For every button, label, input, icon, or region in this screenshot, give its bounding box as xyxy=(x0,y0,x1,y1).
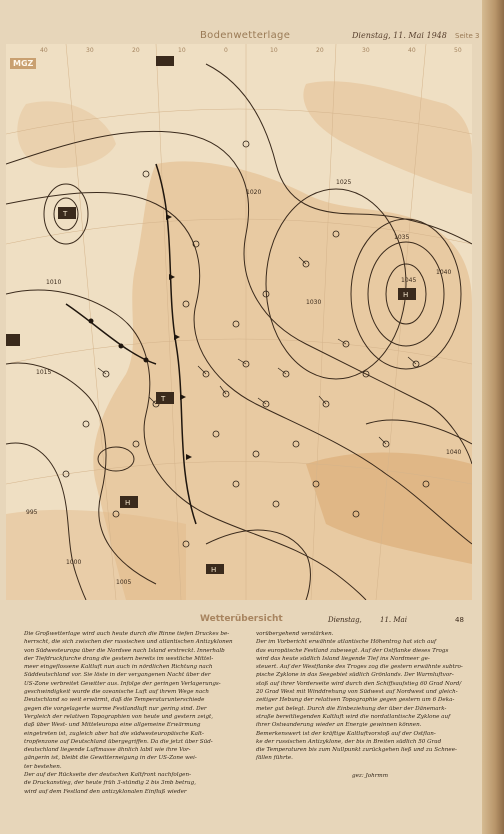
text-line: straße bereitliegenden Kaltluft wird die nordatlantische Zyklone auf xyxy=(256,713,451,720)
weather-summary-date: 11. Mai xyxy=(380,616,407,624)
isobar-label: 1010 xyxy=(46,279,62,286)
isobar-label: 1020 xyxy=(246,189,262,196)
text-line: de Druckanstieg, der heute früh 3-stündig 2 bis 3mb betrug, xyxy=(24,780,197,787)
longitude-label: 30 xyxy=(86,47,94,54)
isobar-label: 1000 xyxy=(66,559,82,566)
header-date: Dienstag, 11. Mai 1948 xyxy=(352,31,447,40)
longitude-label: 40 xyxy=(40,47,48,54)
text-line: vorübergehend verstärken. xyxy=(256,631,334,637)
text-line: wird auf dem Festland den antizyklonalen Einfluß wieder xyxy=(24,788,187,795)
text-line: US-Zone verbreitet Gewitter aus. Infolge der geringen Verlagerungs- xyxy=(24,680,221,687)
text-line: deutschland liegende Luftmasse ähnlich labil wie ihre Vor- xyxy=(24,747,191,754)
pressure-center-label: T xyxy=(63,210,68,218)
text-line: 20 Grad West mit Winddrehung von Südwest auf Nordwest und gleich- xyxy=(256,689,458,696)
text-line: Bemerkenswert ist der kräftige Kaltluftvorstoß auf der Ostflan- xyxy=(256,730,436,737)
text-line: steuert. Auf der Westflanke des Troges zog die gestern erwähnte subtro- xyxy=(256,664,463,671)
weather-summary-day: Dienstag, xyxy=(328,616,362,624)
text-line: Der auf der Rückseite der deutschen Kaltfront nachfolgen- xyxy=(24,772,191,779)
isobar-label: 1040 xyxy=(436,269,452,276)
weather-map xyxy=(6,44,472,600)
text-line: von Südwesteuropa über die Nordsee nach Island erstreckt. Innerhalb xyxy=(24,647,225,654)
longitude-label: 40 xyxy=(408,47,416,54)
isobar-label: 995 xyxy=(26,509,38,516)
pressure-center-label: T xyxy=(161,395,166,403)
page-title: Bodenwetterlage xyxy=(200,30,291,41)
isobar-label: 1015 xyxy=(36,369,52,376)
isobar-label: 1005 xyxy=(116,579,132,586)
text-line: ihrer Ostwanderung wieder an Energie gewinnen können. xyxy=(256,722,422,729)
text-line: pische Zyklone in das Seegebiet südlich Grönlands. Der Warmluftvor- xyxy=(256,672,454,679)
mgz-logo: MGZ xyxy=(10,58,36,69)
text-line: geschwindigkeit wurde die ozeanische Luft auf ihrem Wege nach xyxy=(24,689,209,696)
longitude-label: 10 xyxy=(270,47,278,54)
weather-text-left-column xyxy=(24,630,244,796)
text-line: Deutschland so weit erwärmt, daß die Temperaturunterschiede xyxy=(24,697,205,704)
text-line: daß über West- und Mitteleuropa eine allgemeine Erwärmung xyxy=(24,722,201,729)
pressure-center-label: H xyxy=(211,566,217,574)
text-line: Vergleich der relativen Topographien von heute und gestern zeigt, xyxy=(24,713,214,720)
text-line: meer eingeflossene Kaltluft nun auch in nördlichen Richtung nach xyxy=(24,664,213,671)
book-spine xyxy=(482,0,504,834)
longitude-label: 20 xyxy=(132,47,140,54)
weather-map-drawing xyxy=(6,44,472,600)
longitude-label: 20 xyxy=(316,47,324,54)
text-line: herrscht, die sich zwischen der russischen und atlantischen Antizyklonen xyxy=(24,639,233,646)
text-line: die Temperaturen bis zum Nullpunkt zurückgehen ließ und zu Schnee- xyxy=(256,747,457,754)
text-line: gegen die vorgelagerte warme Festlandluft nur gering sind. Der xyxy=(24,705,207,712)
longitude-label: 30 xyxy=(362,47,370,54)
text-line: das europäische Festland zubewegt. Auf der Ostflanke dieses Trogs xyxy=(256,647,449,654)
text-line: Die Großwetterlage wird auch heute durch die Rinne tiefen Druckes be- xyxy=(24,631,230,637)
text-line: der Tiefdruckfurche drang die gestern bereits im westliche Mittel- xyxy=(24,655,214,662)
weather-summary-page: 48 xyxy=(455,616,464,624)
text-line: zeitiger Hebung der relativen Topographie gegen gestern um 6 Deka- xyxy=(256,697,455,704)
isobar-label: 1045 xyxy=(401,277,417,284)
longitude-label: 0 xyxy=(224,47,228,54)
text-line: ter bestehen. xyxy=(24,763,62,770)
isobar-label: 1035 xyxy=(394,234,410,241)
text-line: meter gut belegt. Durch die Einbeziehung der über der Dänemark- xyxy=(256,705,447,712)
text-line: fällen führte. xyxy=(256,755,293,762)
isobar-label: 1030 xyxy=(306,299,322,306)
page-number: Seite 3 xyxy=(455,32,480,40)
longitude-label: 50 xyxy=(454,47,462,54)
text-line: stoß auf ihrer Vorderseite wird durch den Schiffsaufstieg 60 Grad Nord/ xyxy=(256,680,462,687)
text-line: gängerin ist, bleibt die Gewitterneigung in der US-Zone wei- xyxy=(24,755,197,762)
text-line: Süddeutschland vor. Sie löste in der vergangenen Nacht über der xyxy=(24,672,211,679)
text-line: eingetreten ist, zugleich aber hat die südwesteuropäische Kalt- xyxy=(24,730,204,737)
isobar-label: 1025 xyxy=(336,179,352,186)
pressure-center-label: H xyxy=(125,499,131,507)
signature: gez: Johrmm xyxy=(352,772,388,779)
longitude-label: 10 xyxy=(178,47,186,54)
isobar-label: 1040 xyxy=(446,449,462,456)
text-line: Der im Vorbericht erwähnte atlantische Höhentrog hat sich auf xyxy=(256,639,437,646)
text-line: ke der russischen Antizyklone, der bis in Breiten südlich 50 Grad xyxy=(256,738,442,745)
text-line: tropfenzone auf Deutschland übergegriffen. Da die jetzt über Süd- xyxy=(24,738,213,745)
pressure-center-label: H xyxy=(403,291,409,299)
text-line: wird das heute südlich Island liegende Tief ins Nordmeer ge- xyxy=(256,655,430,662)
weather-text-right-column xyxy=(256,630,476,780)
weather-summary-title: Wetterübersicht xyxy=(200,614,283,624)
weather-summary-header xyxy=(0,614,484,628)
